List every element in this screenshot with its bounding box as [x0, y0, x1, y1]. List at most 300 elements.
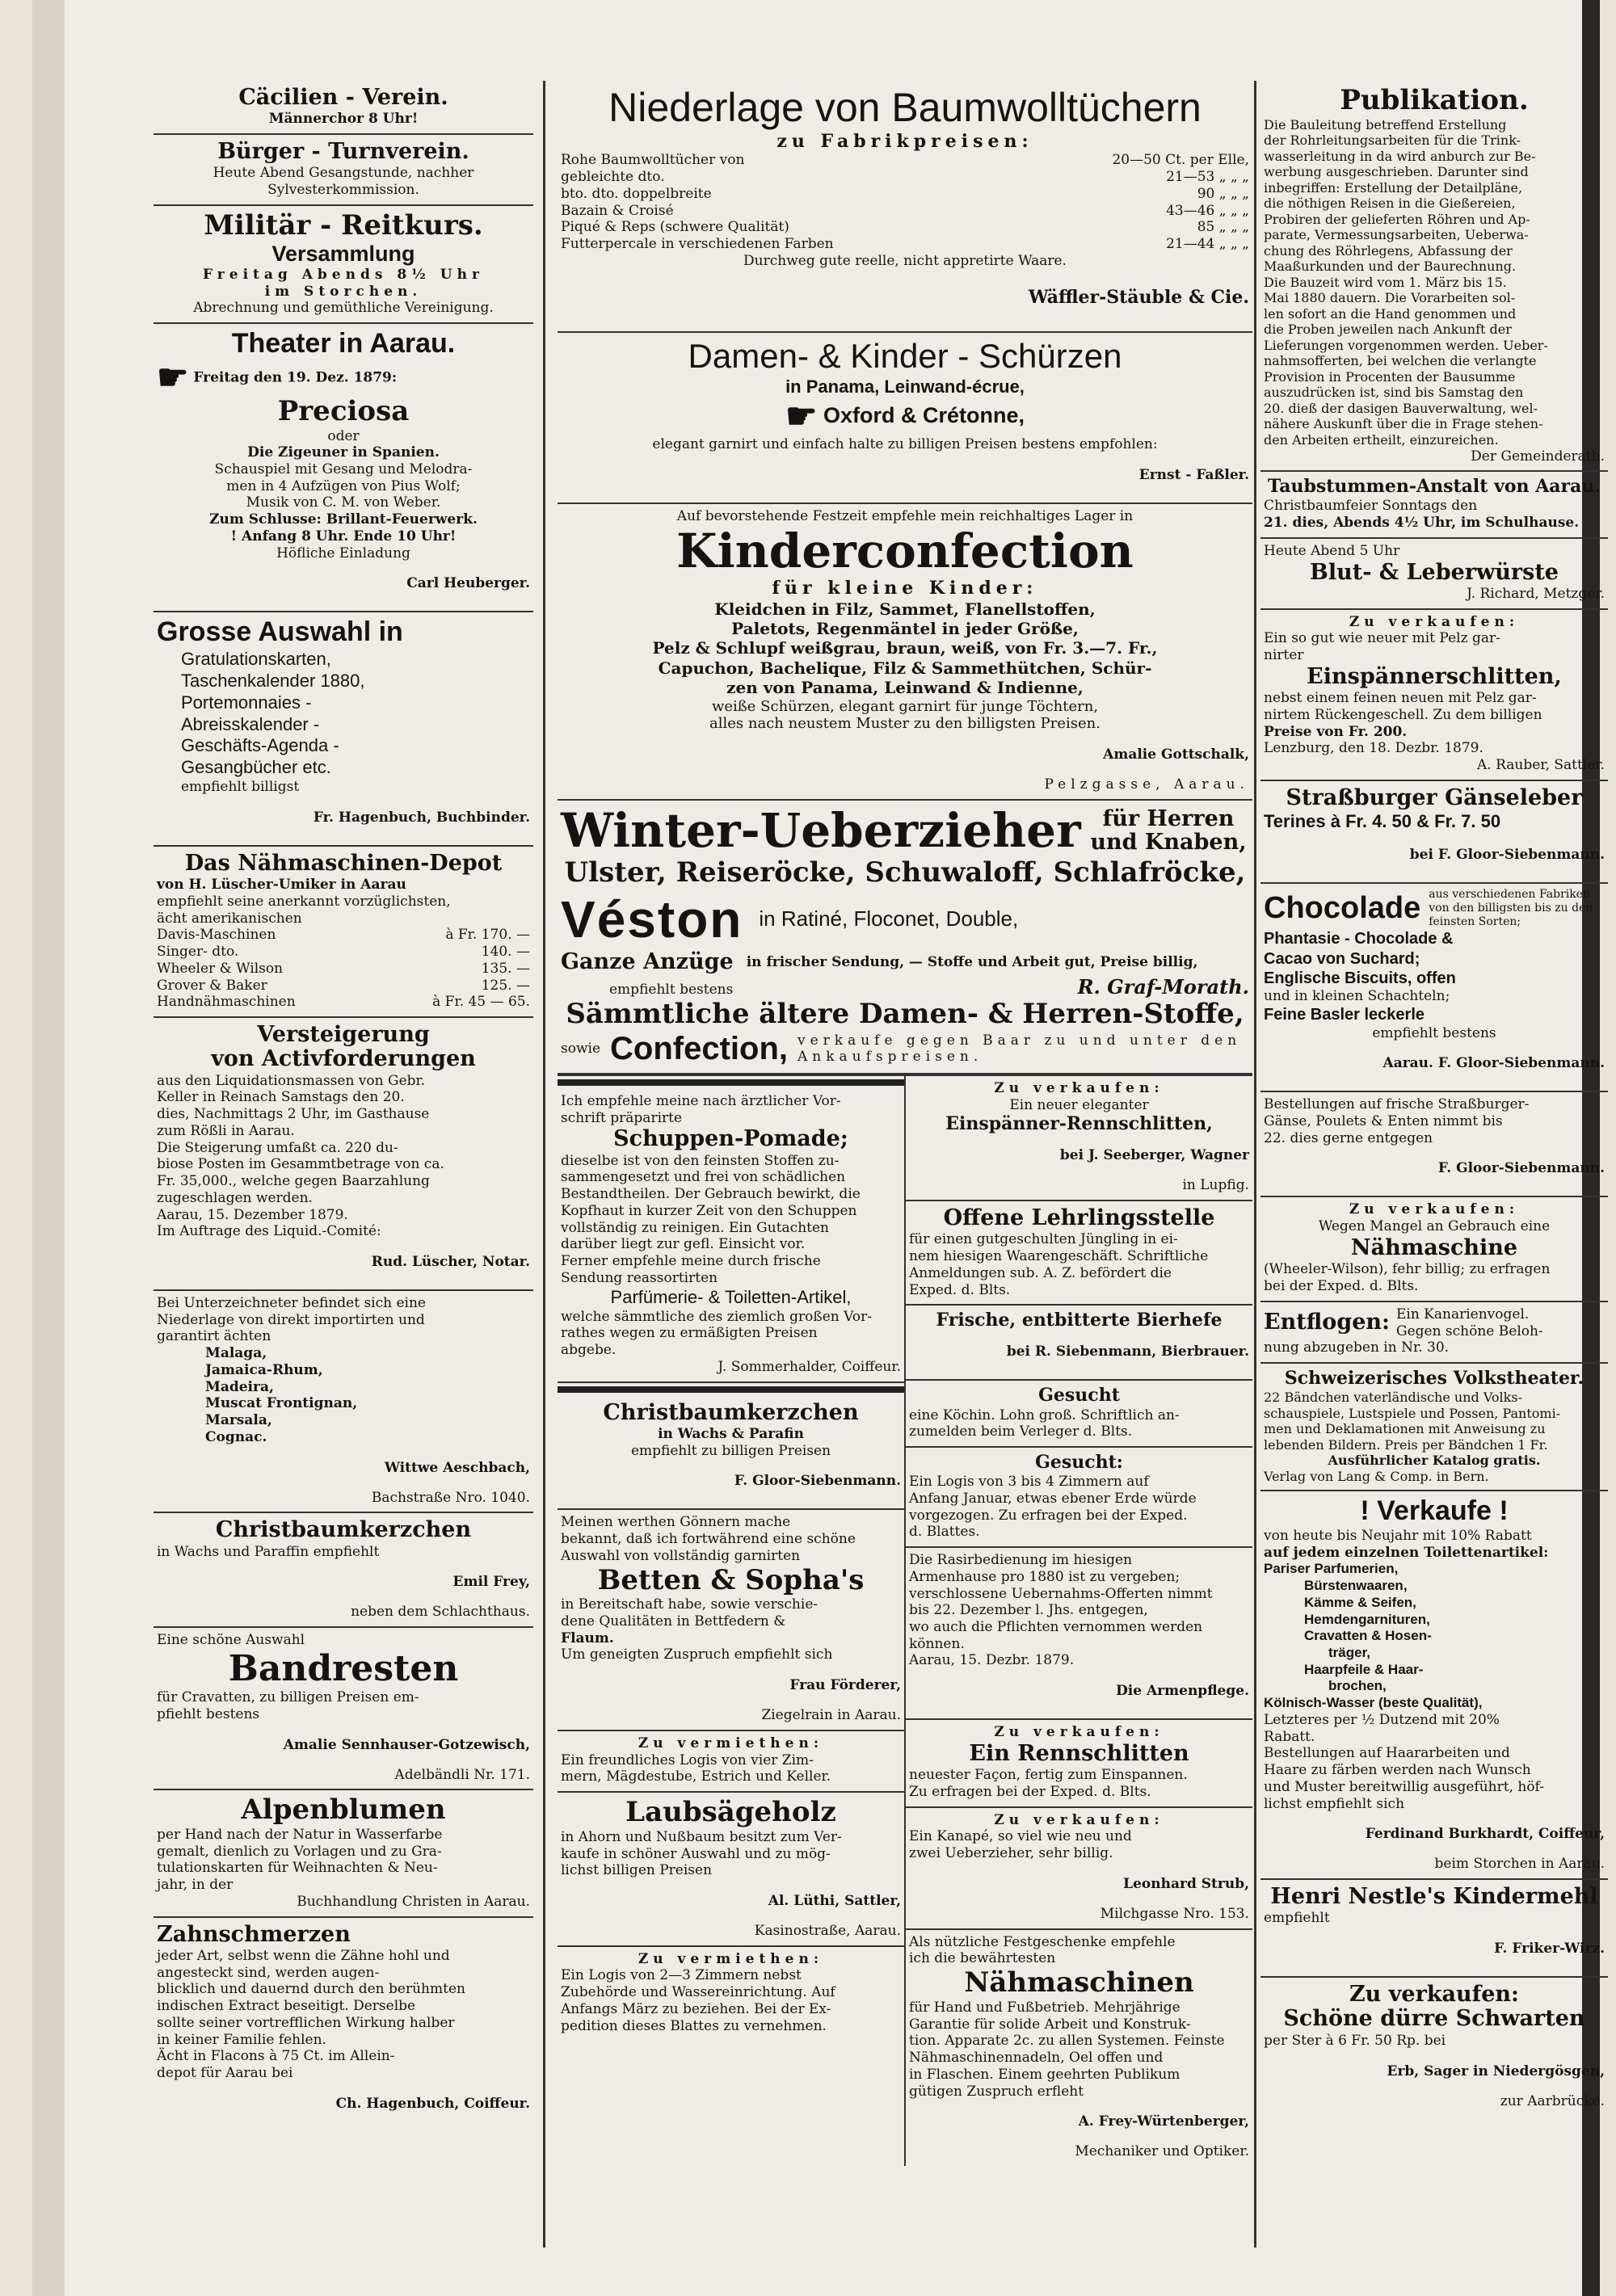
ad-text: dies, Nachmittags 2 Uhr, im Gasthause: [157, 1106, 430, 1123]
ad-text: biose Posten im Gesammtbetrage von ca.: [157, 1156, 444, 1173]
ad-text: Ulster, Reiseröcke, Schuwaloff, Schlafröcke,: [564, 856, 1246, 889]
ad-text: Anfang Januar, etwas ebener Erde würde: [909, 1490, 1197, 1507]
ad-text: Bei Unterzeichneter befindet sich eine: [157, 1295, 426, 1312]
page-edge: [32, 0, 65, 2296]
price-row: [157, 994, 530, 1011]
ad-text: depot für Aarau bei: [157, 2065, 293, 2082]
ad-text: Bestellungen auf Haararbeiten und: [1264, 1745, 1510, 1762]
price-item: Handnähmaschinen: [157, 994, 296, 1011]
column-left: [154, 81, 533, 2248]
ad-title: Damen- & Kinder - Schürzen: [688, 337, 1122, 376]
ad-text: elegant garnirt und einfach halte zu billigen Preisen bestens empfohlen:: [652, 436, 1158, 453]
ad-text: rathes wegen zu ermäßigten Preisen: [561, 1325, 818, 1342]
ad-text: Männerchor 8 Uhr!: [268, 111, 419, 128]
ad-text: Lenzburg, den 18. Dezbr. 1879.: [1264, 740, 1483, 757]
ad-text: zen von Panama, Leinwand & Indienne,: [726, 678, 1084, 698]
price-value: à Fr. 170. —: [445, 927, 530, 944]
ad-text: pfiehlt bestens: [157, 1705, 260, 1722]
ad-chocolade: [1260, 884, 1608, 1092]
ad-signature-address: Ziegelrain in Aarau.: [761, 1707, 901, 1724]
ad-signature-address: beim Storchen in Aarau.: [1434, 1856, 1605, 1873]
ad-text: Gänse, Poulets & Enten nimmt bis: [1264, 1113, 1503, 1130]
ad-text: für einen gutgeschulten Jüngling in ei-: [909, 1231, 1178, 1248]
ad-confection-title: Confection,: [610, 1030, 788, 1066]
ad-text: Die Steigerung umfaßt ca. 220 du-: [157, 1139, 398, 1156]
ad-text: Freitag Abends 8½ Uhr: [203, 266, 484, 283]
ad-item: Cognac.: [205, 1428, 267, 1445]
ad-text: für Hand und Fußbetrieb. Mehrjährige: [909, 1999, 1180, 2016]
ad-title: Christbaumkerzchen: [603, 1399, 859, 1425]
ad-text: Ein freundliches Logis von vier Zim-: [561, 1751, 814, 1768]
ad-text: der Rohrleitungsarbeiten für die Trink-: [1264, 132, 1521, 149]
ad-text: Ein Kanarienvogel.: [1395, 1306, 1530, 1323]
ad-text: Niederlage von direkt importirten und: [157, 1311, 425, 1328]
ad-text: oder: [327, 427, 360, 444]
price-row: [561, 186, 1249, 203]
rule-bar: [558, 1079, 904, 1086]
ad-text: neuester Façon, fertig zum Einspannen.: [909, 1767, 1188, 1784]
ad-text: tion. Apparate 2c. zu allen Systemen. Feinste: [909, 2033, 1225, 2050]
ad-item: Geschäfts-Agenda -: [181, 735, 339, 756]
ad-title: Betten & Sopha's: [597, 1563, 865, 1596]
ad-text: wo auch die Pflichten vernommen werden: [909, 1618, 1203, 1635]
price-item: Piqué & Reps (schwere Qualität): [561, 219, 789, 236]
ad-text: in Panama, Leinwand-écrue,: [785, 376, 1025, 397]
ad-text: Auswahl von vollständig garnirten: [561, 1547, 801, 1564]
price-item: Grover & Baker: [157, 977, 267, 994]
ad-signature-address: Kasinostraße, Aarau.: [754, 1922, 901, 1939]
ad-text: Mai 1880 dauern. Die Vorarbeiten sol-: [1264, 290, 1516, 306]
ad-text: jeder Art, selbst wenn die Zähne hohl und angesteckt sind, werden augen-: [157, 1948, 450, 1981]
ad-text: Ein Logis von 2—3 Zimmern nebst: [561, 1967, 802, 1984]
price-value: 135. —: [481, 960, 530, 977]
ad-title: Chocolade: [1264, 891, 1421, 926]
ad-veston-title: Véston: [561, 889, 743, 948]
price-item: Rohe Baumwolltücher von: [561, 152, 745, 169]
price-row: [157, 961, 530, 978]
ad-text: Ein so gut wie neuer mit Pelz gar-: [1264, 630, 1500, 647]
ad-title: Entflogen:: [1264, 1310, 1390, 1335]
ad-title: Schweizerisches Volkstheater.: [1284, 1367, 1584, 1389]
price-item: Wheeler & Wilson: [157, 960, 284, 977]
ad-bierhefe: [906, 1306, 1252, 1381]
ad-buerger-turnverein: [154, 135, 533, 206]
ad-signature-address: in Lupfig.: [1182, 1177, 1249, 1194]
ad-title: Einspännerschlitten,: [1307, 663, 1562, 689]
ad-text: Meinen werthen Gönnern mache: [561, 1514, 791, 1531]
ad-item: Muscat Frontignan,: [205, 1395, 358, 1412]
ad-signature: Leonhard Strub,: [1123, 1875, 1249, 1892]
ad-naehmaschinen-depot: [154, 847, 533, 1018]
ad-text: Garantie für solide Arbeit und Konstruk-: [909, 2016, 1191, 2033]
ad-text: Anfangs März zu beziehen. Bei der Ex-: [561, 2000, 831, 2017]
ad-item: Madeira,: [205, 1378, 274, 1395]
ad-item: Kämme & Seifen,: [1304, 1594, 1416, 1610]
ad-text: im Storchen.: [264, 283, 423, 300]
price-row: [157, 927, 530, 944]
ad-text: Haare zu färben werden nach Wunsch: [1264, 1762, 1531, 1779]
price-item: gebleichte dto.: [561, 169, 665, 186]
ad-title: Straßburger Gänseleber: [1286, 784, 1583, 810]
ad-text: Auf bevorstehende Festzeit empfehle mein reichhaltiges Lager in: [676, 508, 1134, 525]
ad-item: träger,: [1328, 1644, 1370, 1660]
ad-signature: Amalie Sennhauser-Gotzewisch,: [283, 1736, 530, 1753]
ad-text: Maaßurkunden und der Baurechnung.: [1264, 259, 1517, 275]
ad-text: aus verschiedenen Fabriken von den billigsten bis zu den feinsten Sorten;: [1429, 888, 1593, 929]
ad-bandresten: [154, 1628, 533, 1790]
ad-text: nem hiesigen Waarengeschäft. Schriftliche: [909, 1248, 1209, 1265]
ad-text: Pelz & Schlupf weißgrau, braun, weiß, von Fr. 3.—7. Fr.,: [652, 638, 1158, 658]
ad-grosse-auswahl: [154, 612, 533, 846]
ad-betten-sophas: [558, 1510, 904, 1731]
ad-item: Portemonnaies -: [181, 692, 312, 713]
ad-text: zugeschlagen werden.: [157, 1189, 313, 1206]
ad-text: verkaufe gegen Baar zu und unter den Ankaufspreisen.: [797, 1032, 1242, 1066]
ad-text: zwei Ueberzieher, sehr billig.: [909, 1845, 1113, 1862]
ad-signature-address: Milchgasse Nro. 153.: [1100, 1905, 1249, 1922]
ad-title: Blut- & Leberwürste: [1310, 559, 1559, 585]
ad-text: Sämmtliche ältere Damen- & Herren-Stoffe,: [566, 998, 1244, 1031]
ad-text: die nöthigen Reisen in die Gießereien,: [1264, 196, 1516, 212]
ad-title: Cäcilien - Verein.: [238, 85, 448, 110]
ad-text: Provision in Procenten der Bausumme: [1264, 368, 1516, 385]
ad-text: eine Köchin. Lohn groß. Schriftlich an-: [909, 1407, 1180, 1423]
ad-item: Cravatten & Hosen-: [1304, 1628, 1432, 1644]
column-middle: [558, 81, 1252, 2248]
ad-text: Ein neuer eleganter: [1009, 1096, 1149, 1113]
ad-koechin: [906, 1381, 1252, 1448]
ad-text: parate, Vermessungsarbeiten, Ueberwa-: [1264, 227, 1529, 243]
price-item: Davis-Maschinen: [157, 927, 276, 944]
ad-signature: Ernst - Faßler.: [1138, 467, 1249, 484]
ad-wein-niederlage: [154, 1291, 533, 1513]
ad-text: ächt amerikanischen: [157, 910, 302, 927]
ad-text: Kopfhaut in kurzer Zeit von den Schuppen: [561, 1202, 857, 1219]
ad-text: empfiehlt zu billigen Preisen: [630, 1442, 831, 1459]
ad-signature: A. Frey-Würtenberger,: [1078, 2113, 1249, 2130]
ad-text: in Ratiné, Floconet, Double,: [759, 906, 1019, 931]
ad-text: (Wheeler-Wilson), fehr billig; zu erfragen: [1264, 1261, 1551, 1278]
ad-text: Oxford & Crétonne,: [823, 403, 1025, 428]
ad-text: wasserleitung in da wird anburch zur Be-: [1264, 148, 1536, 164]
ad-lehrlingsstelle: [906, 1201, 1252, 1306]
pointing-hand-icon: ☛: [157, 356, 189, 398]
ad-subtitle: für kleine Kinder:: [772, 577, 1038, 599]
ad-text: Flaum.: [561, 1629, 614, 1646]
ad-text: per Ster à 6 Fr. 50 Rp. bei: [1264, 2032, 1446, 2049]
ad-laubsaegeholz: [558, 1793, 904, 1947]
ad-text: in frischer Sendung, — Stoffe und Arbeit gut, Preise billig,: [746, 953, 1198, 970]
ad-signature-address: Adelbändli Nr. 171.: [394, 1766, 530, 1783]
ad-text: nung abzugeben in Nr. 30.: [1264, 1339, 1450, 1356]
ad-text: dene Qualitäten in Bettfedern &: [561, 1613, 786, 1629]
price-value: 21—53 „ „ „: [1166, 169, 1249, 186]
ad-text: können.: [909, 1635, 965, 1652]
ad-subtitle: Versammlung: [271, 241, 415, 266]
ad-entflogen: [1260, 1302, 1608, 1364]
ad-text: zum Rößli in Aarau.: [157, 1122, 295, 1139]
ad-text: Wegen Mangel an Gebrauch eine: [1318, 1218, 1551, 1235]
ad-title: Nähmaschine: [1350, 1234, 1518, 1260]
ad-text: in keiner Familie fehlen.: [157, 2031, 326, 2048]
ad-title: ! Verkaufe !: [1360, 1495, 1509, 1527]
ad-item: Abreisskalender -: [181, 713, 320, 734]
ad-wuerste: [1260, 539, 1608, 610]
ad-alpenblumen: [154, 1790, 533, 1917]
ad-text: Ein Logis von 3 bis 4 Zimmern auf: [909, 1474, 1149, 1491]
ad-text: Um geneigten Zuspruch empfiehlt sich: [561, 1646, 833, 1663]
ad-text: werbung ausgeschrieben. Darunter sind: [1264, 164, 1529, 180]
ad-text: men in 4 Aufzügen von Pius Wolf;: [226, 477, 461, 494]
ad-text: auszudrücken ist, sind bis Samstag den: [1264, 385, 1524, 401]
ad-nestle: [1260, 1880, 1608, 1978]
ad-text: Keller in Reinach Samstags den 20.: [157, 1089, 405, 1106]
ad-text: Zum Schlusse: Brillant-Feuerwerk.: [209, 511, 478, 528]
ad-signature: bei R. Siebenmann, Bierbrauer.: [1006, 1344, 1249, 1360]
ad-title: Christbaumkerzchen: [215, 1517, 472, 1543]
ad-signature: bei J. Seeberger, Wagner: [1059, 1147, 1249, 1164]
ad-subtitle: von H. Lüscher-Umiker in Aarau: [157, 877, 406, 894]
ad-title: Henri Nestle's Kindermehl: [1270, 1884, 1598, 1910]
ad-text: den Arbeiten ertheilt, einzureichen.: [1264, 432, 1499, 448]
ad-title: Zahnschmerzen: [157, 1921, 351, 1947]
ad-date: Aarau, 15. Dezbr. 1879.: [909, 1652, 1075, 1669]
ad-heading: Zu verkaufen:: [994, 1811, 1164, 1828]
ad-item: Pariser Parfumerien,: [1264, 1561, 1399, 1577]
ad-text: Eine schöne Auswahl: [157, 1632, 305, 1649]
ad-signature: Carl Heuberger.: [406, 575, 530, 592]
ad-text: blicklich und dauernd durch den berühmten: [157, 1981, 465, 1998]
ad-signature: R. Graf-Morath.: [1077, 975, 1249, 999]
price-row: [561, 152, 1249, 169]
ad-text: Christbaumfeier Sonntags den: [1264, 498, 1478, 515]
ad-text: mern, Mägdestube, Estrich und Keller.: [561, 1768, 831, 1785]
ad-title: Gesucht:: [1035, 1452, 1123, 1474]
ad-text: empfiehlt bestens: [609, 982, 734, 999]
ad-taubstummen: [1260, 472, 1608, 539]
ad-text: Ein Kanapé, so viel wie neu und: [909, 1828, 1132, 1845]
ad-subtitle: zu Fabrikpreisen:: [776, 130, 1033, 152]
ad-text: Kleidchen in Filz, Sammet, Flanellstoffen,: [714, 599, 1096, 619]
ad-item: Marsala,: [205, 1412, 272, 1429]
price-row: [157, 944, 530, 961]
ad-text: Durchweg gute reelle, nicht appretirte Waare.: [743, 252, 1067, 269]
ad-item: Malaga,: [205, 1345, 267, 1362]
ad-rennschlitten-1: [906, 1076, 1252, 1201]
ad-gaense: [1260, 1092, 1608, 1197]
ad-militaer-reitkurs: [154, 206, 533, 324]
ad-logis-1: [558, 1731, 904, 1793]
ad-text: empfiehlt seine anerkannt vorzüglichsten,: [157, 893, 451, 910]
ad-signature: Emil Frey,: [452, 1574, 530, 1591]
ad-signature: Wittwe Aeschbach,: [384, 1459, 530, 1476]
ad-signature-address: Pelzgasse, Aarau.: [1044, 776, 1249, 793]
ad-title-side: für Herren und Knaben,: [1090, 806, 1247, 855]
ad-text: jahr, in der: [157, 1877, 234, 1894]
ad-signature: Al. Lüthi, Sattler,: [768, 1892, 901, 1909]
ad-text: vorgezogen. Zu erfragen bei der Exped.: [909, 1507, 1188, 1524]
ad-text: ! Anfang 8 Uhr. Ende 10 Uhr!: [230, 528, 457, 545]
ad-kanape: [906, 1808, 1252, 1930]
ad-text: Abrechnung und gemüthliche Vereinigung.: [193, 300, 494, 317]
ad-signature: A. Rauber, Sattler.: [1477, 757, 1605, 774]
ad-text: Aarau, 15. Dezember 1879.: [157, 1206, 348, 1223]
ad-text: nirtem Rückengeschell. Zu dem billigen: [1264, 706, 1542, 723]
ad-text: vollständig zu reinigen. Ein Gutachten: [561, 1219, 829, 1236]
two-column-section: [558, 1074, 1252, 2166]
ad-title: Schuppen-Pomade;: [613, 1126, 848, 1152]
ad-text: men und Deklamationen mit Anweisung zu: [1264, 1421, 1546, 1437]
ad-title: Frische, entbitterte Bierhefe: [936, 1310, 1223, 1331]
ad-text: verschlossene Uebernahms-Offerten nimmt: [909, 1585, 1213, 1602]
ad-title: Ein Rennschlitten: [969, 1740, 1189, 1766]
ad-signature: F. Gloor-Siebenmann.: [734, 1473, 901, 1490]
ad-title: Theater in Aarau.: [231, 328, 456, 360]
price-item: Futterpercale in verschiedenen Farben: [561, 236, 834, 252]
ad-signature: Buchhandlung Christen in Aarau.: [297, 1893, 530, 1910]
ad-text: nähere Auskunft über die in Frage stehen-: [1264, 416, 1543, 432]
ad-item: Phantasie - Chocolade &: [1264, 930, 1454, 948]
ad-text: Gegen schöne Beloh-: [1395, 1323, 1543, 1339]
ad-text: Exped. d. Blts.: [909, 1281, 1011, 1298]
ad-heading: Zu verkaufen:: [1349, 1982, 1520, 2008]
ad-verkaufe: [1260, 1491, 1608, 1880]
ad-theater: [154, 324, 533, 612]
ad-christbaumkerzchen-1: [154, 1513, 533, 1628]
ad-text: 22. dies gerne entgegen: [1264, 1129, 1433, 1146]
ad-text: Bestellungen auf frische Straßburger-: [1264, 1096, 1530, 1113]
ad-item: Taschenkalender 1880,: [181, 670, 365, 691]
ad-text: kaufe in schöner Auswahl und zu mög-: [561, 1845, 831, 1862]
ad-text: Sendung reassortirten: [561, 1269, 718, 1286]
price-row: [561, 203, 1249, 220]
ad-heading: Zu verkaufen:: [994, 1079, 1164, 1096]
ad-text: bekannt, daß ich fortwährend eine schöne: [561, 1531, 856, 1548]
ad-text: 22 Bändchen vaterländische und Volks-: [1264, 1390, 1522, 1406]
ad-text: Sylvesterkommission.: [267, 182, 419, 199]
ad-title: Einspänner-Rennschlitten,: [945, 1113, 1213, 1135]
ad-schwarten: [1260, 1978, 1608, 2115]
ad-text: Ganze Anzüge: [561, 948, 734, 974]
ad-title: Alpenblumen: [241, 1793, 446, 1827]
ad-text: in Ahorn und Nußbaum besitzt zum Ver-: [561, 1828, 842, 1845]
ad-text: Schauspiel mit Gesang und Melodra-: [214, 460, 473, 477]
ad-text: inbegriffen: Erstellung der Detailpläne,: [1264, 179, 1523, 196]
ad-text: nahmsofferten, bei welchen die verlangte: [1264, 353, 1537, 369]
ad-text: Fr. 35,000., welche gegen Baarzahlung: [157, 1173, 430, 1190]
ad-item: Hemdengarnituren,: [1304, 1611, 1430, 1627]
ad-item: brochen,: [1328, 1678, 1387, 1694]
ad-volkstheater: [1260, 1364, 1608, 1491]
ad-text: welche sämmtliche des ziemlich großen Vor-: [561, 1308, 872, 1325]
ad-text: schauspiele, Lustspiele und Possen, Pantomi-: [1264, 1405, 1561, 1421]
subcolumn-right: [906, 1076, 1252, 2166]
ad-text: Ächt in Flacons à 75 Ct. im Allein-: [157, 2048, 395, 2065]
ad-title: Nähmaschinen: [964, 1966, 1194, 2000]
price-value: 125. —: [481, 977, 530, 994]
ad-signature: J. Richard, Metzger.: [1467, 585, 1605, 602]
ad-heading: Zu vermiethen:: [638, 1735, 824, 1751]
ad-text: Ausführlicher Katalog gratis.: [1328, 1453, 1541, 1469]
ad-heading: Zu verkaufen:: [1349, 1201, 1520, 1218]
price-row: [157, 978, 530, 995]
ad-text: und Muster bereitwillig ausgeführt, höf-: [1264, 1778, 1544, 1795]
ad-einspaennerschlitten: [1260, 610, 1608, 781]
price-value: 20—50 Ct. per Elle,: [1112, 152, 1249, 169]
ad-title: Das Nähmaschinen-Depot: [184, 850, 503, 876]
ad-text: Im Auftrage des Liquid.-Comité:: [157, 1223, 381, 1240]
ad-title: Schöne dürre Schwarten: [1283, 2006, 1585, 2032]
ad-text: ich die bewährtesten: [909, 1950, 1056, 1967]
price-value: 85 „ „ „: [1197, 219, 1249, 236]
ad-item: Feine Basler leckerle: [1264, 1006, 1425, 1024]
ad-gaenseleber: [1260, 781, 1608, 884]
ad-text: Bestandtheilen. Der Gebrauch bewirkt, die: [561, 1186, 861, 1203]
ad-heading: Zu verkaufen:: [1349, 613, 1520, 630]
ad-versteigerung: [154, 1018, 533, 1291]
rule-bar: [558, 1386, 904, 1393]
ad-signature: Rud. Lüscher, Notar.: [371, 1254, 530, 1271]
ad-text: Verlag von Lang & Comp. in Bern.: [1264, 1468, 1489, 1484]
ad-text: dieselbe ist von den feinsten Stoffen zu-: [561, 1152, 840, 1169]
ad-text: sowie: [561, 1040, 601, 1057]
ad-title: Bandresten: [228, 1647, 459, 1689]
ad-text: d. Blattes.: [909, 1524, 980, 1541]
ad-rasirbedienung: [906, 1548, 1252, 1720]
ad-text: Nähmaschinennadeln, Oel offen und: [909, 2050, 1164, 2067]
ad-text: indischen Extract beseitigt. Derselbe: [157, 1998, 416, 2015]
ad-signature: F. Gloor-Siebenmann.: [1437, 1160, 1605, 1177]
ad-text: Die Zigeuner in Spanien.: [247, 444, 440, 461]
ad-text: in Wachs & Parafin: [658, 1425, 804, 1442]
ad-title: von Activforderungen: [211, 1046, 476, 1072]
ad-text: Die Bauzeit wird vom 1. März bis 15.: [1264, 274, 1507, 290]
price-item: Singer- dto.: [157, 944, 239, 961]
price-row: [561, 219, 1249, 236]
ad-title: Offene Lehrlingsstelle: [943, 1205, 1215, 1231]
subcolumn-left: [558, 1076, 906, 2166]
ad-schuppen-pomade: [558, 1089, 904, 1383]
ad-publikation: [1260, 81, 1608, 472]
ad-text: tulationskarten für Weihnachten & Neu-: [157, 1860, 438, 1877]
ad-text: Die Bauleitung betreffend Erstellung: [1264, 116, 1507, 132]
ad-signature-address: zur Aarbrücke.: [1500, 2092, 1605, 2109]
ad-text: empfiehlt billigst: [181, 779, 300, 796]
ad-text: alles nach neustem Muster zu den billigsten Preisen.: [709, 715, 1100, 733]
ad-text: Höfliche Einladung: [276, 545, 410, 561]
price-row: [561, 236, 1249, 253]
ad-signature: Amalie Gottschalk,: [1103, 746, 1249, 763]
ad-text: sollte seiner vortrefflichen Wirkung halber: [157, 2014, 455, 2031]
ad-text: Armenhause pro 1880 ist zu vergeben;: [909, 1568, 1180, 1585]
ad-signature-address: Bachstraße Nro. 1040.: [371, 1489, 530, 1506]
ad-logis-2: [558, 1947, 904, 2041]
ad-heading: Zu verkaufen:: [994, 1724, 1164, 1741]
ad-item: Gesangbücher etc.: [181, 757, 331, 778]
ad-signature: J. Sommerhalder, Coiffeur.: [718, 1358, 901, 1375]
ad-text: nebst einem feinen neuen mit Pelz gar-: [1264, 690, 1537, 707]
ad-signature: Der Gemeinderath.: [1471, 448, 1605, 465]
ad-signature: Die Armenpflege.: [1116, 1683, 1249, 1700]
price-value: 43—46 „ „ „: [1166, 202, 1249, 219]
ad-text: Rabatt.: [1264, 1728, 1315, 1745]
ad-signature: bei F. Gloor-Siebenmann.: [1409, 847, 1605, 864]
ad-play-title: Preciosa: [277, 394, 410, 427]
ad-naehmaschinen-2: [906, 1930, 1252, 2166]
ad-text: in Flaschen. Einem geehrten Publikum: [909, 2066, 1180, 2083]
ad-text: nirter: [1264, 647, 1304, 664]
column-rule-1: [543, 81, 545, 2248]
